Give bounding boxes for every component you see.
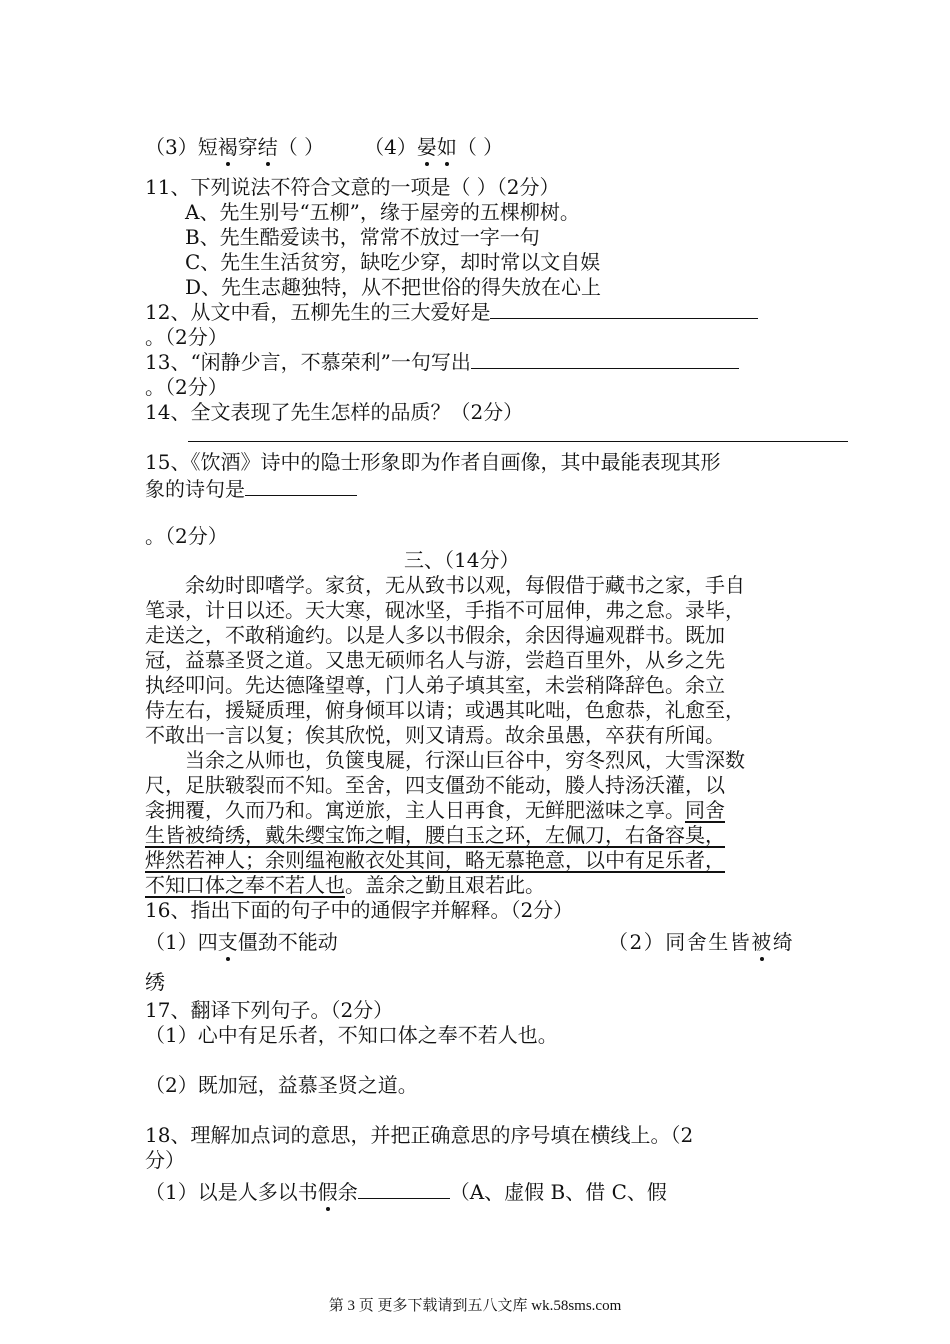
- q13-stem: 13、“闲静少言，不慕荣利”一句写出: [145, 350, 739, 374]
- q17-item1: （1）心中有足乐者，不知口体之奉不若人也。: [145, 1023, 558, 1047]
- passage-line: 尺，足肤皲裂而不知。至舍，四支僵劲不能动，媵人持汤沃灌，以: [145, 773, 725, 797]
- q15-line2: 象的诗句是: [145, 477, 357, 501]
- passage-line: 不敢出一言以复；俟其欣悦，则又请焉。故余虽愚，卒获有所闻。: [145, 723, 725, 747]
- q18-line1: 18、理解加点词的意思，并把正确意思的序号填在横线上。（2: [145, 1123, 694, 1147]
- dotted-char: 如: [436, 135, 457, 159]
- q11-option-b: B、先生酷爱读书，常常不放过一字一句: [185, 225, 540, 249]
- q12-tail: 。（2分）: [145, 325, 228, 349]
- q16-item1: （1）四支僵劲不能动: [145, 930, 338, 954]
- dotted-char: 晏: [416, 135, 437, 159]
- q11-stem: 11、下列说法不符合文意的一项是（ ）（2分）: [145, 175, 560, 199]
- q11-option-c: C、先生生活贫穷，缺吃少穿，却时常以文自娱: [185, 250, 601, 274]
- q14-stem: 14、全文表现了先生怎样的品质？（2分）: [145, 400, 524, 424]
- answer-blank[interactable]: [490, 300, 758, 319]
- page-footer: 第 3 页 更多下载请到五八文库 wk.58sms.com: [328, 1298, 622, 1314]
- q15-line1: 15、《饮酒》诗中的隐士形象即为作者自画像，其中最能表现其形: [145, 450, 721, 474]
- passage-line: 当余之从师也，负箧曳屣，行深山巨谷中，穷冬烈风，大雪深数: [185, 748, 745, 772]
- q11-option-d: D、先生志趣独特，从不把世俗的得失放在心上: [185, 275, 602, 299]
- q18-line2: 分）: [145, 1148, 185, 1172]
- dotted-char: 褐: [217, 135, 238, 159]
- q11-option-a: A、先生别号“五柳”，缘于屋旁的五棵柳树。: [185, 200, 580, 224]
- section-heading: 三、（14分）: [404, 548, 520, 572]
- q14-answer-line[interactable]: [188, 441, 848, 442]
- q17-item2: （2）既加冠，益慕圣贤之道。: [145, 1073, 418, 1097]
- passage-line: 笔录，计日以还。天大寒，砚冰坚，手指不可屈伸，弗之怠。录毕，: [145, 598, 745, 622]
- passage-line: 冠，益慕圣贤之道。又患无硕师名人与游，尝趋百里外，从乡之先: [145, 648, 725, 672]
- underlined-text: 生皆被绮绣，戴朱缨宝饰之帽，腰白玉之环，左佩刀，右备容臭，: [145, 823, 725, 847]
- q12-stem: 12、从文中看，五柳先生的三大爱好是: [145, 300, 758, 324]
- answer-blank[interactable]: [245, 477, 357, 496]
- q16-item2: （2）同舍生皆被绮: [608, 930, 795, 954]
- passage-line: 不知口体之奉不若人也。盖余之勤且艰若此。: [145, 873, 545, 897]
- underlined-text: 同舍: [685, 798, 725, 822]
- underlined-text: 不知口体之奉不若人也: [145, 873, 345, 897]
- answer-blank[interactable]: [471, 350, 739, 369]
- q17-stem: 17、翻译下列句子。（2分）: [145, 998, 394, 1022]
- passage-line: 走送之，不敢稍逾约。以是人多以书假余，余因得遍观群书。既加: [145, 623, 725, 647]
- passage-line: 衾拥覆，久而乃和。寓逆旅，主人日再食，无鲜肥滋味之享。同舍: [145, 798, 725, 822]
- dotted-char: 被: [751, 930, 773, 954]
- q13-tail: 。（2分）: [145, 375, 228, 399]
- passage-line: 执经叩问。先达德隆望尊，门人弟子填其室，未尝稍降辞色。余立: [145, 673, 725, 697]
- passage-line: 余幼时即嗜学。家贫，无从致书以观，每假借于藏书之家，手自: [185, 573, 745, 597]
- dotted-char: 支: [217, 930, 238, 954]
- q10-items: （3）短褐穿结（ ） （4）晏如（ ）: [145, 135, 504, 159]
- dotted-char: 结: [257, 135, 278, 159]
- q18-item1: （1）以是人多以书假余 （A、虚假 B、借 C、假: [145, 1180, 667, 1204]
- underlined-text: 烨然若神人；余则缊袍敝衣处其间，略无慕艳意，以中有足乐者，: [145, 848, 725, 872]
- dotted-char: 假: [317, 1180, 338, 1204]
- answer-blank[interactable]: [358, 1180, 450, 1199]
- q16-stem: 16、指出下面的句子中的通假字并解释。（2分）: [145, 898, 574, 922]
- q16-item2-wrap: 绣: [145, 970, 165, 994]
- passage-line: 侍左右，援疑质理，俯身倾耳以请；或遇其叱咄，色愈恭，礼愈至，: [145, 698, 745, 722]
- q15-tail: 。（2分）: [145, 524, 228, 548]
